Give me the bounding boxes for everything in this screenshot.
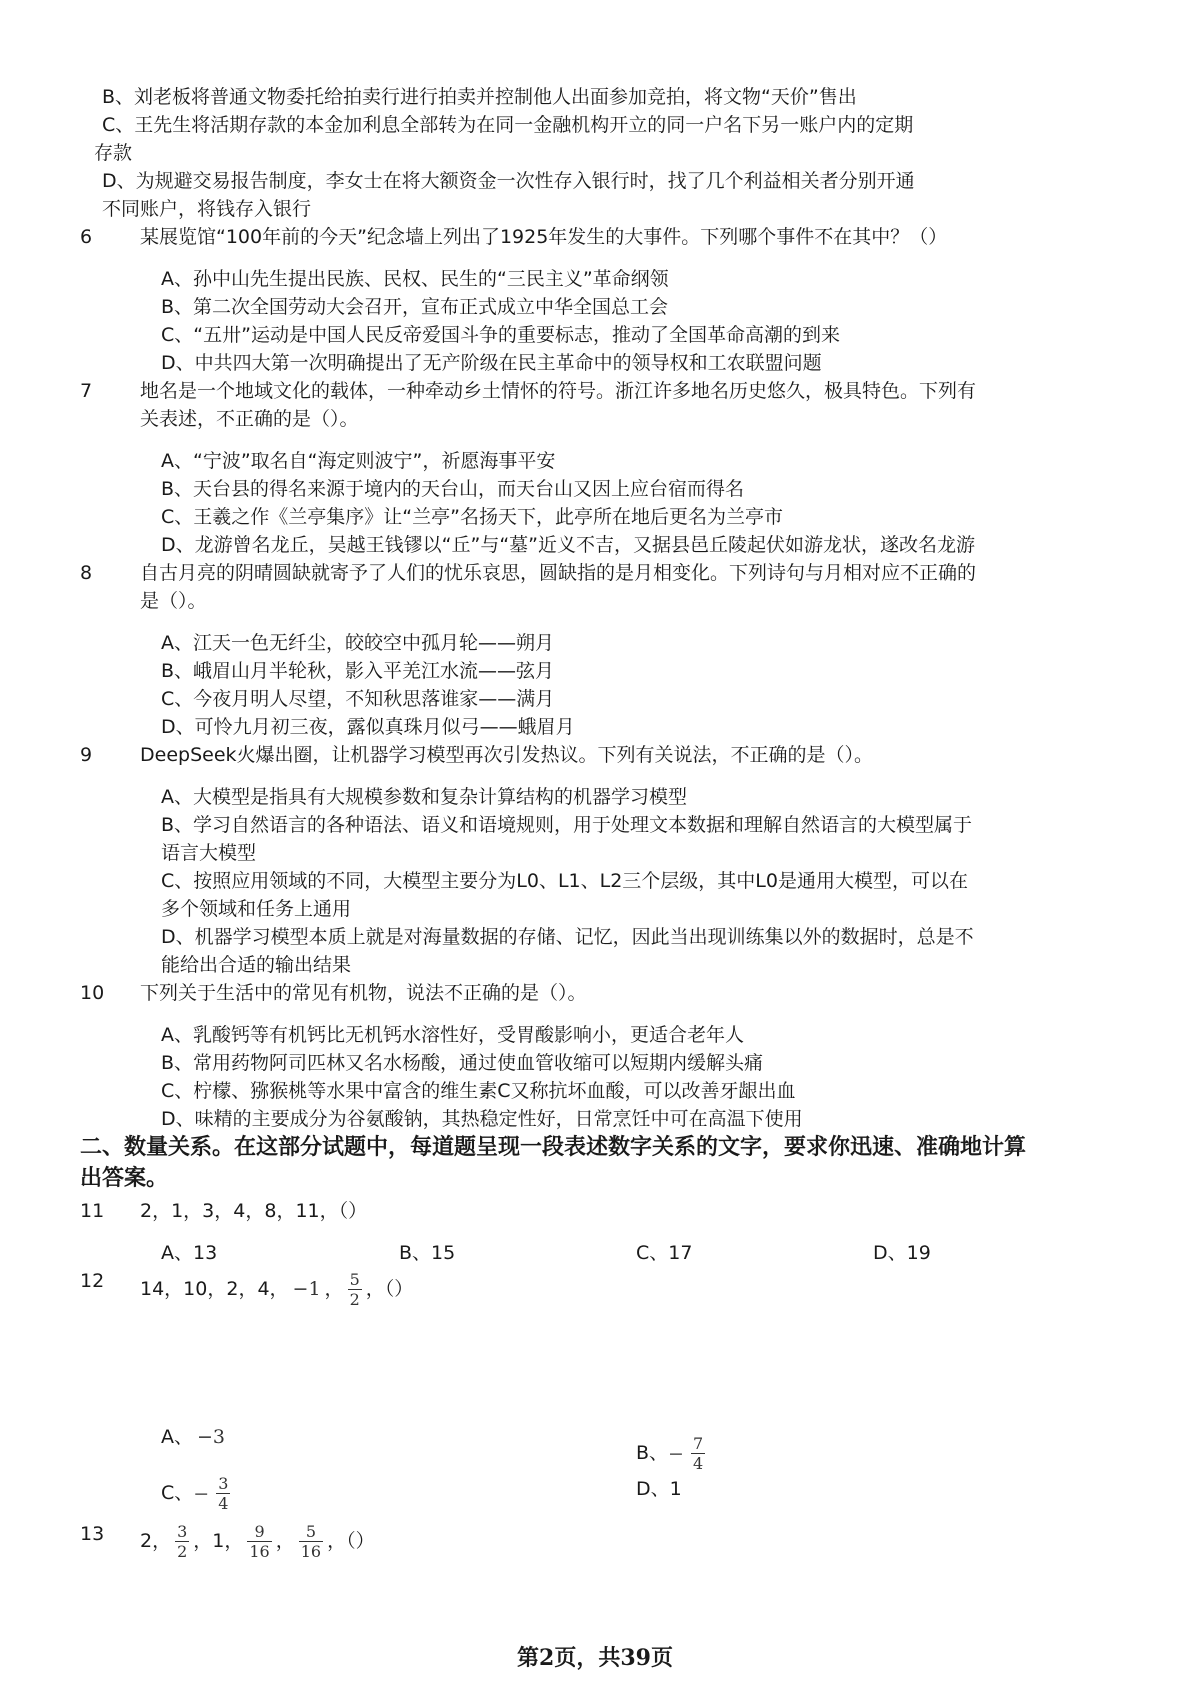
question-number: 6 xyxy=(80,226,93,248)
option-label: C、 xyxy=(161,1482,194,1504)
option-b: B、学习自然语言的各种语法、语义和语境规则，用于处理文本数据和理解自然语言的大模型属于 xyxy=(161,814,973,836)
numerator: 9 xyxy=(247,1522,271,1542)
stem-suffix: ，（） xyxy=(365,1278,414,1300)
option-d: D、机器学习模型本质上就是对海量数据的存储、记忆，因此当出现训练集以外的数据时，总是不 xyxy=(161,926,974,948)
section-heading: 二、数量关系。在这部分试题中，每道题呈现一段表述数字关系的文字，要求你迅速、准确地计算 xyxy=(80,1135,1027,1160)
fraction xyxy=(247,1522,271,1561)
option-a: A、13 xyxy=(161,1242,218,1264)
option-c-cont: 多个领域和任务上通用 xyxy=(161,898,352,920)
denominator: 4 xyxy=(218,1494,229,1513)
stem-part: ，1， xyxy=(193,1530,244,1552)
stem-sep: ， xyxy=(275,1530,295,1552)
option-c: C、王羲之作《兰亭集序》让“兰亭”名扬天下，此亭所在地后更名为兰亭市 xyxy=(161,506,783,528)
option-b: B、第二次全国劳动大会召开，宣布正式成立中华全国总工会 xyxy=(161,296,669,318)
stem-prefix: 14，10，2，4， xyxy=(140,1278,289,1300)
option-c: C、王先生将活期存款的本金加利息全部转为在同一金融机构开立的同一户名下另一账户内的定期 xyxy=(102,114,914,136)
question-stem xyxy=(140,1268,413,1310)
question-stem: 下列关于生活中的常见有机物，说法不正确的是（）。 xyxy=(140,982,587,1004)
minus-sign: − xyxy=(193,1482,210,1505)
denominator: 16 xyxy=(300,1542,322,1561)
page-footer: 第2页，共39页 xyxy=(517,1645,673,1671)
option-d: D、19 xyxy=(873,1242,931,1264)
option-b-cont: 语言大模型 xyxy=(161,842,257,864)
option-c-cont: 存款 xyxy=(94,142,133,164)
stem-part: ，（） xyxy=(327,1530,375,1552)
option-b: B、15 xyxy=(399,1242,456,1264)
option-d-cont: 不同账户，将钱存入银行 xyxy=(102,198,312,220)
fraction xyxy=(691,1434,705,1473)
option-c: C、今夜月明人尽望，不知秋思落谁家——满月 xyxy=(161,688,555,710)
question-number: 11 xyxy=(80,1200,105,1222)
question-stem: DeepSeek火爆出圈，让机器学习模型再次引发热议。下列有关说法，不正确的是（）。 xyxy=(140,744,874,766)
question-stem: 自古月亮的阴晴圆缺就寄予了人们的忧乐哀思，圆缺指的是月相变化。下列诗句与月相对应不正确的 xyxy=(140,562,977,584)
question-stem: 2，1，3，4，8，11，（） xyxy=(140,1200,368,1222)
option-c: C、17 xyxy=(636,1242,693,1264)
option-a xyxy=(161,1424,229,1454)
denominator: 2 xyxy=(177,1542,188,1561)
option-d: D、可怜九月初三夜，露似真珠月似弓——蛾眉月 xyxy=(161,716,575,738)
option-a: A、“宁波”取名自“海定则波宁”，祈愿海事平安 xyxy=(161,450,556,472)
question-number: 12 xyxy=(80,1270,105,1292)
option-label: B、 xyxy=(636,1442,669,1464)
option-d: D、味精的主要成分为谷氨酸钠，其热稳定性好，日常烹饪中可在高温下使用 xyxy=(161,1108,803,1130)
denominator: 4 xyxy=(692,1454,704,1473)
option-b: B、天台县的得名来源于境内的天台山，而天台山又因上应台宿而得名 xyxy=(161,478,745,500)
option-value: −3 xyxy=(197,1426,226,1448)
fraction xyxy=(348,1270,362,1309)
option-d: D、中共四大第一次明确提出了无产阶级在民主革命中的领导权和工农联盟问题 xyxy=(161,352,822,374)
option-d: D、龙游曾名龙丘，吴越王钱镠以“丘”与“墓”近义不吉，又据县邑丘陵起伏如游龙状，遂改名龙游 xyxy=(161,534,976,556)
question-number: 7 xyxy=(80,380,93,402)
fraction xyxy=(216,1474,230,1513)
option-d-cont: 能给出合适的输出结果 xyxy=(161,954,352,976)
section-heading-cont: 出答案。 xyxy=(80,1166,169,1191)
question-stem-cont: 关表述，不正确的是（）。 xyxy=(140,408,359,430)
denominator: 2 xyxy=(349,1290,360,1309)
numerator: 5 xyxy=(349,1270,360,1289)
question-stem: 某展览馆“100年前的今天”纪念墙上列出了1925年发生的大事件。下列哪个事件不在其中？（） xyxy=(140,226,948,248)
math-neg-one: −1 xyxy=(292,1278,321,1300)
option-c: C、柠檬、猕猴桃等水果中富含的维生素C又称抗坏血酸，可以改善牙龈出血 xyxy=(161,1080,796,1102)
numerator: 5 xyxy=(299,1522,323,1542)
option-a: A、江天一色无纤尘，皎皎空中孤月轮——朔月 xyxy=(161,632,554,654)
numerator: 3 xyxy=(218,1474,229,1493)
option-b: B、峨眉山月半轮秋，影入平羌江水流——弦月 xyxy=(161,660,555,682)
stem-sep: ， xyxy=(324,1278,344,1300)
question-number: 8 xyxy=(80,562,93,584)
option-b xyxy=(636,1430,709,1477)
denominator: 16 xyxy=(249,1542,270,1561)
fraction xyxy=(299,1522,323,1561)
numerator: 3 xyxy=(177,1522,188,1541)
question-stem-cont: 是（）。 xyxy=(140,590,207,612)
stem-part: 2， xyxy=(140,1530,172,1552)
option-b: B、常用药物阿司匹林又名水杨酸，通过使血管收缩可以短期内缓解头痛 xyxy=(161,1052,764,1074)
numerator: 7 xyxy=(692,1434,704,1453)
minus-sign: − xyxy=(668,1442,684,1465)
option-c xyxy=(161,1470,234,1517)
question-number: 10 xyxy=(80,982,105,1004)
question-number: 13 xyxy=(80,1523,105,1545)
question-stem: 地名是一个地域文化的载体，一种牵动乡土情怀的符号。浙江许多地名历史悠久，极具特色。下列有 xyxy=(140,380,977,402)
option-d: D、为规避交易报告制度，李女士在将大额资金一次性存入银行时，找了几个利益相关者分别开通 xyxy=(102,170,915,192)
option-a: A、乳酸钙等有机钙比无机钙水溶性好，受胃酸影响小，更适合老年人 xyxy=(161,1024,744,1046)
option-label: A、 xyxy=(161,1426,193,1448)
fraction xyxy=(175,1522,189,1561)
option-c: C、按照应用领域的不同，大模型主要分为L0、L1、L2三个层级，其中L0是通用大模型，可以在 xyxy=(161,870,968,892)
option-a: A、大模型是指具有大规模参数和复杂计算结构的机器学习模型 xyxy=(161,786,687,808)
question-number: 9 xyxy=(80,744,93,766)
option-b: B、刘老板将普通文物委托给拍卖行进行拍卖并控制他人出面参加竞拍，将文物“天价”售出 xyxy=(102,86,857,108)
option-a: A、孙中山先生提出民族、民权、民生的“三民主义”革命纲领 xyxy=(161,268,669,290)
question-stem xyxy=(140,1518,375,1564)
option-c: C、“五卅”运动是中国人民反帝爱国斗争的重要标志，推动了全国革命高潮的到来 xyxy=(161,324,840,346)
option-d: D、1 xyxy=(636,1478,682,1500)
